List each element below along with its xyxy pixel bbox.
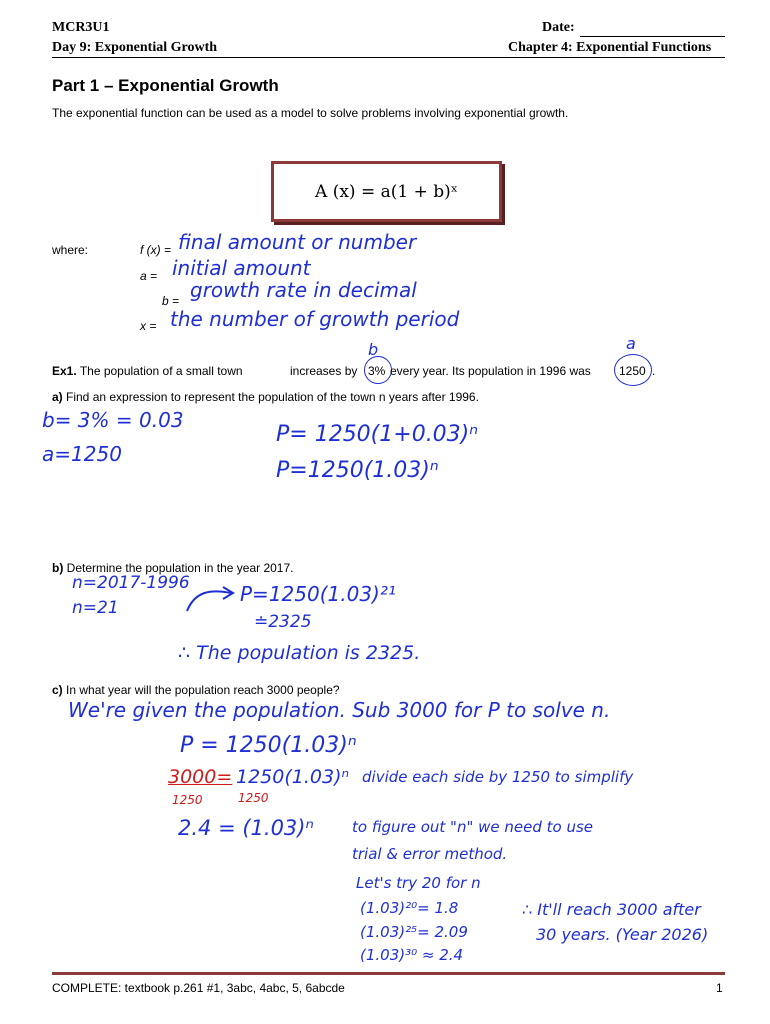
- where-sym-a: a =: [140, 269, 158, 283]
- part-c-note3: Let's try 20 for n: [356, 874, 481, 892]
- ex1-pop: 1250: [619, 364, 646, 378]
- where-note-a: initial amount: [172, 256, 311, 280]
- part-c-question: c) In what year will the population reach 3000 people?: [52, 683, 340, 697]
- ex1-label: Ex1.: [52, 364, 77, 378]
- part-b-n1: n=2017-1996: [72, 573, 190, 593]
- where-note-x: the number of growth period: [170, 307, 460, 331]
- part-a-given-a: a=1250: [42, 442, 122, 466]
- part-b-eq2: ≐2325: [254, 612, 312, 632]
- ex1-text-b: increases by: [290, 364, 358, 378]
- arrow-icon: [185, 583, 237, 615]
- part-c-label: c): [52, 683, 63, 697]
- mark-a: a: [626, 334, 636, 353]
- part-c-try3: (1.03)³⁰ ≈ 2.4: [360, 946, 464, 964]
- part-c-line1: We're given the population. Sub 3000 for P to solve n.: [68, 698, 611, 722]
- part-a-eq1: P= 1250(1+0.03)ⁿ: [276, 422, 479, 447]
- part-c-eq2-note: divide each side by 1250 to simplify: [362, 768, 634, 786]
- date-label: Date:: [542, 20, 575, 35]
- where-sym-x: x =: [140, 319, 157, 333]
- part-c-conclusion2: 30 years. (Year 2026): [536, 925, 709, 944]
- part-c-eq3: 2.4 = (1.03)ⁿ: [178, 816, 314, 840]
- ex1-end: .: [652, 364, 656, 378]
- part-c-note2: trial & error method.: [352, 845, 508, 863]
- page-number: 1: [716, 981, 723, 995]
- formula-box: [271, 161, 502, 222]
- part-c-conclusion1: ∴ It'll reach 3000 after: [522, 900, 701, 919]
- part-a-label: a): [52, 390, 63, 404]
- part-b-conclusion: ∴ The population is 2325.: [178, 642, 421, 664]
- part-title: Part 1 – Exponential Growth: [52, 76, 279, 95]
- part-c-div2: 1250: [238, 791, 269, 805]
- part-c-eq2-left: 3000=: [168, 766, 233, 788]
- part-c-try1: (1.03)²⁰= 1.8: [360, 899, 459, 917]
- where-sym-f: f (x) =: [140, 243, 172, 257]
- part-b-label: b): [52, 561, 64, 575]
- chapter-title: Chapter 4: Exponential Functions: [508, 40, 712, 55]
- date-blank-line: [580, 36, 725, 37]
- footer-homework: COMPLETE: textbook p.261 #1, 3abc, 4abc, 5, 6abcde: [52, 981, 345, 995]
- part-b-eq1: P=1250(1.03)²¹: [240, 582, 396, 606]
- ex1-rate: 3%: [368, 364, 386, 378]
- mark-b: b: [368, 340, 379, 359]
- ex1-text-a: The population of a small town: [79, 364, 243, 378]
- course-code: MCR3U1: [52, 20, 110, 35]
- footer-rule: [52, 972, 725, 975]
- part-a-given-b: b= 3% = 0.03: [42, 408, 184, 432]
- ex1-text-c: every year. Its population in 1996 was: [390, 364, 591, 378]
- part-c-eq2-mid: 1250(1.03)ⁿ: [236, 766, 350, 788]
- part-c-note1: to figure out "n" we need to use: [352, 818, 594, 836]
- part-c-div1: 1250: [172, 793, 203, 807]
- part-b-question: b) Determine the population in the year 2017.: [52, 561, 294, 575]
- where-note-f: final amount or number: [178, 230, 417, 254]
- where-note-b: growth rate in decimal: [190, 278, 417, 302]
- intro-text: The exponential function can be used as a model to solve problems involving exponential growth.: [52, 106, 569, 120]
- where-label: where:: [52, 243, 89, 257]
- ex1-statement: [52, 364, 243, 378]
- where-sym-b: b =: [162, 294, 180, 308]
- part-b-n2: n=21: [72, 598, 119, 618]
- part-c-try2: (1.03)²⁵= 2.09: [360, 923, 468, 941]
- header-rule: [52, 57, 725, 58]
- part-a-question: a) Find an expression to represent the population of the town n years after 1996.: [52, 390, 479, 404]
- day-title: Day 9: Exponential Growth: [52, 40, 218, 55]
- part-c-eq1: P = 1250(1.03)ⁿ: [180, 733, 357, 758]
- part-a-eq2: P=1250(1.03)ⁿ: [276, 458, 439, 483]
- formula: A (x) = a(1 + b)ˣ: [315, 181, 458, 202]
